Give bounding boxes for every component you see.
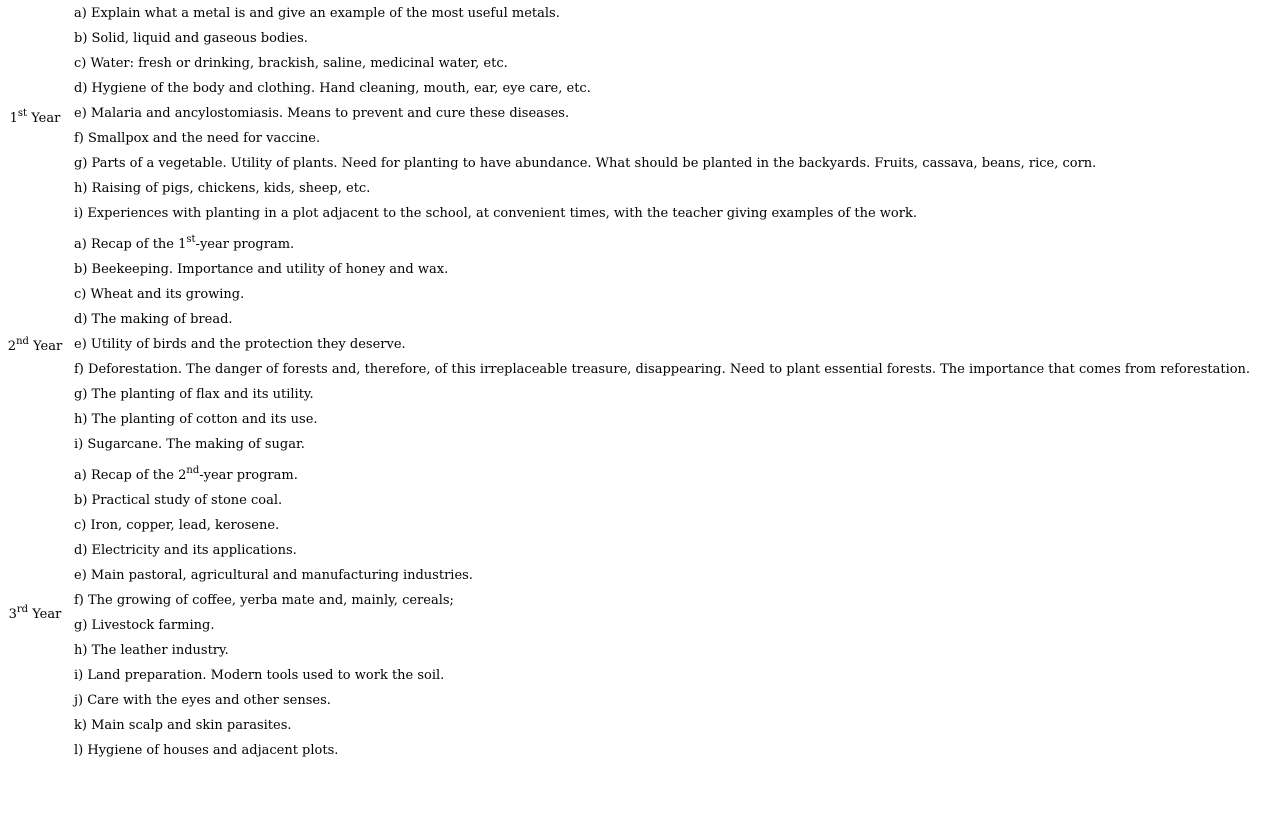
recap-ordinal: nd <box>186 465 200 476</box>
list-item: g) Livestock farming. <box>74 618 215 633</box>
year-3-label <box>0 606 70 624</box>
year-2-label <box>0 338 70 356</box>
list-item: i) Experiences with planting in a plot adjacent to the school, at convenient times, with the teacher giving examples of the work. <box>74 206 917 221</box>
year-1-number: 1 <box>9 111 18 126</box>
list-item: e) Main pastoral, agricultural and manufacturing industries. <box>74 568 473 583</box>
list-item: b) Solid, liquid and gaseous bodies. <box>74 31 308 46</box>
year-1-topic-list <box>74 5 1096 230</box>
list-item: e) Utility of birds and the protection they deserve. <box>74 337 406 352</box>
list-item: k) Main scalp and skin parasites. <box>74 718 292 733</box>
list-item: h) The planting of cotton and its use. <box>74 412 318 427</box>
year-2-topic-list <box>74 230 1250 461</box>
list-item: c) Iron, copper, lead, kerosene. <box>74 518 280 533</box>
recap-suffix: -year program. <box>199 468 298 483</box>
recap-ordinal: st <box>186 234 196 245</box>
list-item: d) Electricity and its applications. <box>74 543 297 558</box>
list-item: d) The making of bread. <box>74 312 233 327</box>
list-item: e) Malaria and ancylostomiasis. Means to prevent and cure these diseases. <box>74 106 570 121</box>
year-3-word: Year <box>32 607 62 622</box>
list-item: i) Land preparation. Modern tools used to work the soil. <box>74 668 445 683</box>
list-item: f) Smallpox and the need for vaccine. <box>74 131 321 146</box>
year-3-ordinal: rd <box>16 604 29 615</box>
list-item: b) Beekeeping. Importance and utility of honey and wax. <box>74 262 449 277</box>
list-item: f) Deforestation. The danger of forests and, therefore, of this irreplaceable treasure, disappearing. Need to plant essential forests. The importance that comes from reforestation. <box>74 362 1251 377</box>
year-2-word: Year <box>33 339 63 354</box>
year-1-label <box>0 110 70 128</box>
list-item: g) Parts of a vegetable. Utility of plants. Need for planting to have abundance. What should be planted in the backyards. Fruits, cassava, beans, rice, corn. <box>74 156 1097 171</box>
list-item: j) Care with the eyes and other senses. <box>74 693 331 708</box>
recap-prefix: a) Recap of the 1 <box>74 237 187 252</box>
list-item: f) The growing of coffee, yerba mate and, mainly, cereals; <box>74 593 454 608</box>
recap-suffix: -year program. <box>195 237 295 252</box>
list-item: h) Raising of pigs, chickens, kids, sheep, etc. <box>74 181 371 196</box>
list-item: c) Wheat and its growing. <box>74 287 245 302</box>
list-item: a) Explain what a metal is and give an example of the most useful metals. <box>74 6 560 21</box>
list-item: b) Practical study of stone coal. <box>74 493 283 508</box>
list-item-recap <box>74 461 473 492</box>
list-item: i) Sugarcane. The making of sugar. <box>74 437 305 452</box>
year-1-word: Year <box>31 111 61 126</box>
list-item: c) Water: fresh or drinking, brackish, saline, medicinal water, etc. <box>74 56 508 71</box>
list-item: h) The leather industry. <box>74 643 229 658</box>
year-1-ordinal: st <box>17 108 28 119</box>
year-2-ordinal: nd <box>16 336 29 347</box>
year-3-topic-list <box>74 461 473 767</box>
list-item: l) Hygiene of houses and adjacent plots. <box>74 743 339 758</box>
list-item: d) Hygiene of the body and clothing. Hand cleaning, mouth, ear, eye care, etc. <box>74 81 591 96</box>
list-item: g) The planting of flax and its utility. <box>74 387 314 402</box>
year-2-number: 2 <box>7 339 17 354</box>
recap-prefix: a) Recap of the 2 <box>74 468 187 483</box>
list-item-recap <box>74 230 1250 261</box>
year-3-number: 3 <box>8 607 17 622</box>
